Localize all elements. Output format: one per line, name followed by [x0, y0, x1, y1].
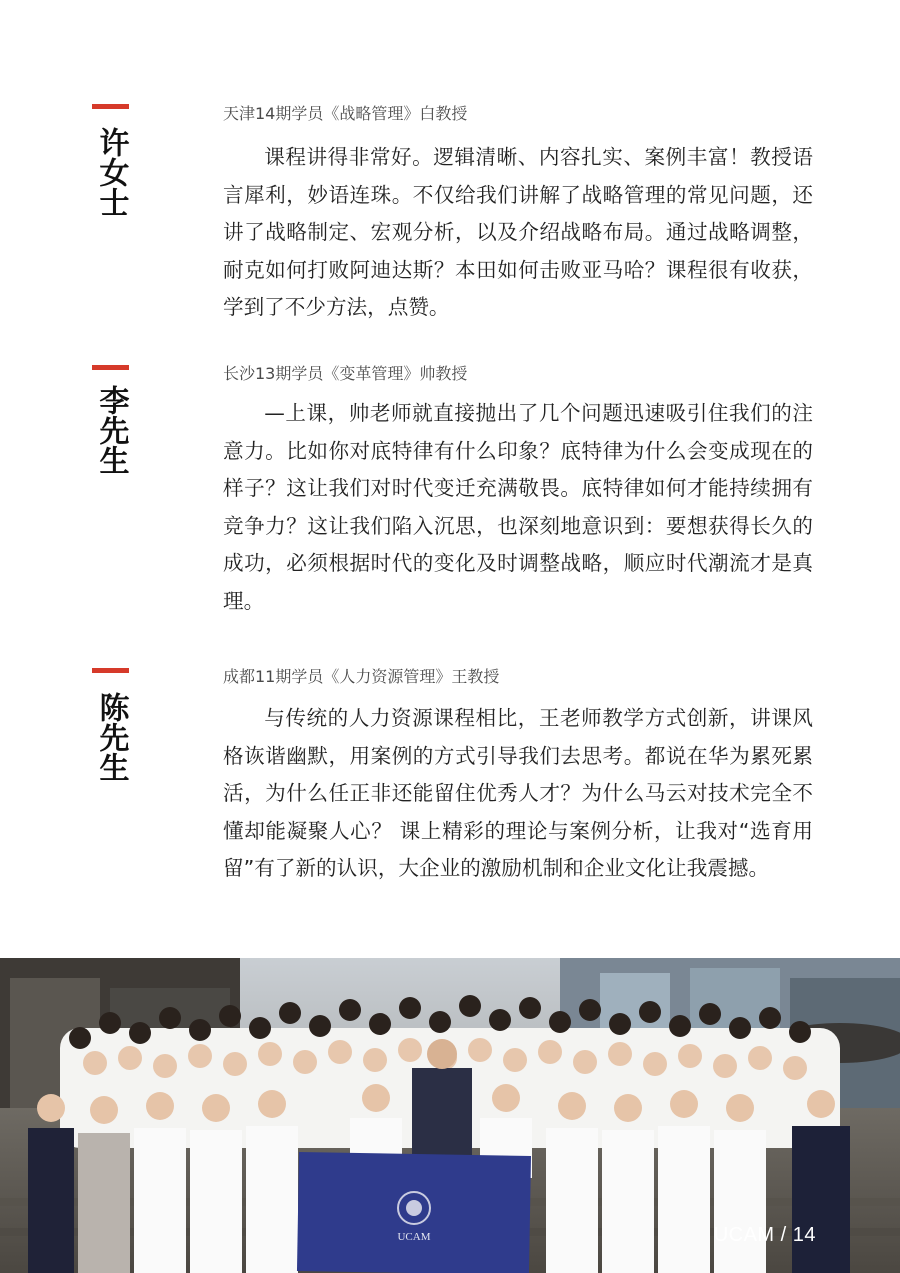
source-line: 成都11期学员《人力资源管理》王教授 — [223, 667, 500, 686]
banner-text: UCAM — [397, 1231, 431, 1243]
person-name: 李先生 — [93, 385, 129, 475]
source-line: 天津14期学员《战略管理》白教授 — [223, 104, 468, 123]
testimonial-text: 与传统的人力资源课程相比，王老师教学方式创新，讲课风格诙谐幽默，用案例的方式引导我们去思考。都说在华为累死累活，为什么任正非还能留住优秀人才？为什么马云对技术完全不懂却能凝聚人心？ 课上精彩的理论与案例分析，让我对“选育用留”有了新的认识，大企业的激励机制和企业文化让我震撼。 — [223, 706, 813, 881]
accent-bar — [92, 668, 129, 673]
ucam-banner — [297, 1152, 531, 1273]
testimonial-text: 课程讲得非常好。逻辑清晰、内容扎实、案例丰富！教授语言犀利，妙语连珠。不仅给我们讲解了战略管理的常见问题，还讲了战略制定、宏观分析，以及介绍战略布局。通过战略调整，耐克如何打败阿迪达斯？本田如何击败亚马哈？课程很有收获，学到了不少方法，点赞。 — [223, 145, 813, 320]
page-number: UCAM / 14 — [713, 1224, 816, 1246]
accent-bar — [92, 104, 129, 109]
testimonial-text: —上课，帅老师就直接抛出了几个问题迅速吸引住我们的注意力。比如你对底特律有什么印象？底特律为什么会变成现在的样子？这让我们对时代变迁充满敬畏。底特律如何才能持续拥有竞争力？这让我们陷入沉思，也深刻地意识到：要想获得长久的成功，必须根据时代的变化及时调整战略，顺应时代潮流才是真理。 — [223, 401, 813, 613]
person-name: 陈先生 — [93, 692, 129, 782]
accent-bar — [92, 365, 129, 370]
source-line: 长沙13期学员《变革管理》帅教授 — [223, 364, 468, 383]
person-name: 许女士 — [93, 127, 129, 217]
group-photo — [0, 958, 900, 1273]
